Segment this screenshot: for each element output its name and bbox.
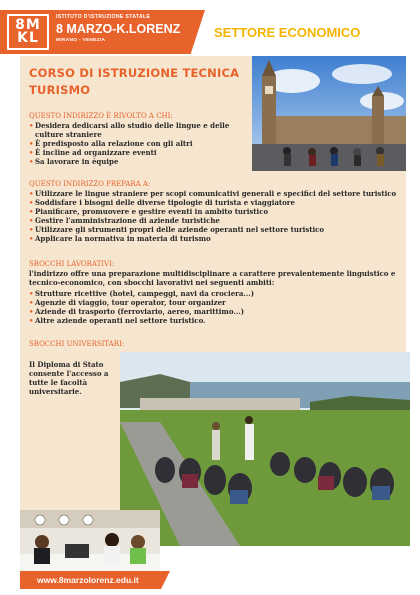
list-item: • Desidera dedicarsi allo studio delle lingue e delle culture straniere: [29, 121, 251, 139]
school-type: ISTITUTO D'ISTRUZIONE STATALE: [56, 14, 151, 20]
list-item: • È predisposto alla relazione con gli altri: [29, 139, 251, 148]
prepares-list: [29, 189, 401, 243]
jobs-list: [29, 289, 401, 325]
list-item: • Strutture ricettive (hotel, campeggi, navi da crociera...): [29, 289, 401, 298]
school-logo: [7, 14, 49, 50]
jobs-heading: SBOCCHI LAVORATIVI:: [29, 260, 115, 268]
students-cliff-photo: [120, 352, 410, 546]
list-item: • Utilizzare le lingue straniere per scopi comunicativi generali e specifici del settore turistico: [29, 189, 401, 198]
website-link[interactable]: www.8marzolorenz.edu.it: [37, 575, 139, 585]
school-name: 8 MARZO-K.LORENZ: [56, 22, 181, 36]
parliament-photo: [252, 56, 406, 171]
jobs-intro: l'indirizzo offre una preparazione multidisciplinare a carattere prevalentemente linguistico e tecnico-economico, con sbocchi lavorativi nei seguenti ambiti:: [29, 269, 396, 287]
course-title-line2: TURISMO: [29, 83, 91, 97]
course-title-line1: CORSO DI ISTRUZIONE TECNICA: [29, 66, 240, 80]
list-item: • Utilizzare gli strumenti propri delle aziende operanti nel settore turistico: [29, 225, 401, 234]
list-item: • Aziende di trasporto (ferroviario, aereo, marittimo...): [29, 307, 401, 316]
sector-title: SETTORE ECONOMICO: [214, 25, 361, 40]
target-heading: QUESTO INDIRIZZO È RIVOLTO A CHI:: [29, 112, 173, 120]
logo-text: 8M KL: [15, 17, 41, 46]
list-item: • Gestire l'amministrazione di aziende turistiche: [29, 216, 401, 225]
target-list: [29, 121, 251, 166]
list-item: • Applicare la normativa in materia di turismo: [29, 234, 401, 243]
university-text: Il Diploma di Stato consente l'accesso a tutte le facoltà universitarie.: [29, 360, 109, 396]
list-item: • Sa lavorare in équipe: [29, 157, 251, 166]
list-item: • Soddisfare i bisogni delle diverse tipologie di turista e viaggiatore: [29, 198, 401, 207]
list-item: • Agenzie di viaggio, tour operator, tour organizer: [29, 298, 401, 307]
reception-desk-photo: [20, 510, 160, 580]
prepares-heading: QUESTO INDIRIZZO PREPARA A:: [29, 180, 151, 188]
list-item: • Pianificare, promuovere e gestire eventi in ambito turistico: [29, 207, 401, 216]
list-item: • È incline ad organizzare eventi: [29, 148, 251, 157]
list-item: • Altre aziende operanti nel settore turistico.: [29, 316, 401, 325]
school-city: MIRANO - VENEZIA: [56, 38, 106, 43]
university-heading: SBOCCHI UNIVERSITARI:: [29, 340, 125, 348]
